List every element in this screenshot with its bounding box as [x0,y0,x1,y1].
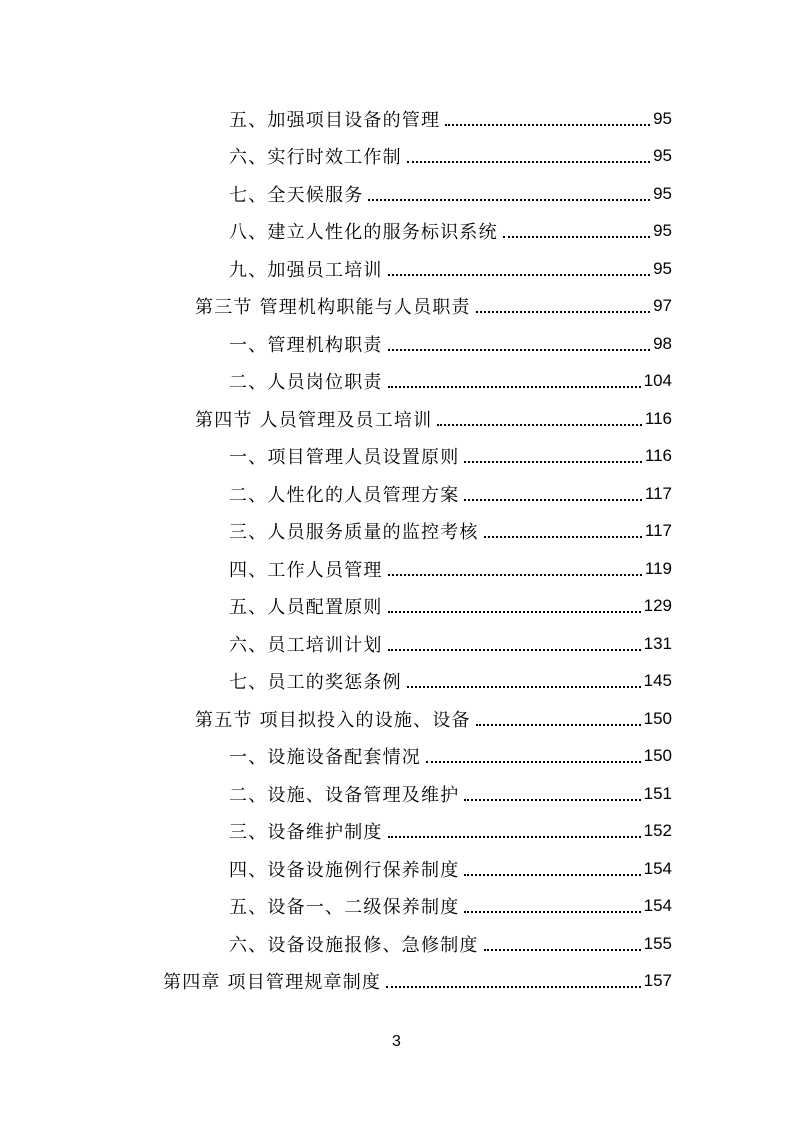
toc-entry-title: 二、人性化的人员管理方案 [229,484,460,506]
toc-dot-leader [503,236,650,238]
toc-dot-leader [407,686,641,688]
toc-dot-leader [476,311,650,313]
toc-entry[interactable] [0,813,793,851]
toc-entry-page: 116 [644,446,672,466]
toc-dot-leader [426,761,641,763]
toc-entry-title: 六、设备设施报修、急修制度 [229,934,479,956]
toc-dot-leader [368,199,650,201]
toc-entry[interactable] [0,513,793,551]
toc-dot-leader [464,874,640,876]
table-of-contents [0,100,793,1000]
toc-entry-title: 六、实行时效工作制 [229,147,402,169]
toc-entry[interactable] [0,475,793,513]
toc-dot-leader [437,424,642,426]
toc-entry[interactable] [0,700,793,738]
toc-entry-page: 97 [653,296,672,316]
toc-entry-page: 150 [643,708,672,728]
toc-entry-page: 151 [643,783,672,803]
toc-entry-page: 104 [643,371,672,391]
toc-entry[interactable] [0,550,793,588]
toc-entry-page: 117 [644,483,672,503]
toc-dot-leader [388,349,650,351]
toc-entry-page: 155 [643,933,672,953]
toc-dot-leader [388,386,641,388]
toc-entry-title: 五、设备一、二级保养制度 [229,897,460,919]
toc-entry-page: 154 [643,858,672,878]
toc-dot-leader [484,949,641,951]
toc-entry-title: 四、设备设施例行保养制度 [229,859,460,881]
toc-entry-title: 第四章 项目管理规章制度 [163,972,382,994]
toc-entry-title: 六、员工培训计划 [229,634,383,656]
toc-entry-page: 145 [643,671,672,691]
toc-entry[interactable] [0,138,793,176]
toc-dot-leader [388,274,650,276]
toc-dot-leader [388,649,641,651]
toc-entry[interactable] [0,250,793,288]
toc-entry-page: 95 [653,258,672,278]
toc-entry-title: 七、全天候服务 [229,184,364,206]
toc-entry[interactable] [0,738,793,776]
toc-entry-title: 八、建立人性化的服务标识系统 [229,222,498,244]
toc-entry-page: 152 [643,821,672,841]
toc-entry-page: 98 [653,333,672,353]
toc-entry-title: 五、人员配置原则 [229,597,383,619]
toc-entry-page: 131 [643,633,672,653]
toc-entry-title: 四、工作人员管理 [229,559,383,581]
toc-entry[interactable] [0,363,793,401]
toc-dot-leader [464,911,640,913]
toc-entry-page: 154 [643,896,672,916]
toc-entry-title: 第五节 项目拟投入的设施、设备 [195,709,471,731]
toc-dot-leader [388,611,641,613]
toc-dot-leader [464,799,640,801]
toc-entry[interactable] [0,850,793,888]
toc-dot-leader [484,536,642,538]
toc-entry-title: 五、加强项目设备的管理 [229,109,441,131]
toc-entry[interactable] [0,175,793,213]
toc-dot-leader [407,161,650,163]
toc-entry-page: 95 [653,146,672,166]
toc-dot-leader [388,836,641,838]
toc-entry[interactable] [0,925,793,963]
toc-dot-leader [445,124,650,126]
toc-entry-title: 第四节 人员管理及员工培训 [195,409,433,431]
toc-entry[interactable] [0,438,793,476]
toc-entry-page: 95 [653,221,672,241]
toc-dot-leader [476,724,641,726]
toc-entry[interactable] [0,625,793,663]
toc-entry-title: 第三节 管理机构职能与人员职责 [195,297,471,319]
toc-entry[interactable] [0,588,793,626]
toc-dot-leader [388,574,642,576]
toc-entry-title: 一、管理机构职责 [229,334,383,356]
toc-entry-title: 一、设施设备配套情况 [229,747,421,769]
toc-entry[interactable] [0,775,793,813]
toc-entry-title: 三、设备维护制度 [229,822,383,844]
toc-entry[interactable] [0,400,793,438]
toc-entry[interactable] [0,288,793,326]
toc-entry-title: 一、项目管理人员设置原则 [229,447,460,469]
toc-entry-title: 七、员工的奖惩条例 [229,672,402,694]
toc-entry-page: 119 [644,558,672,578]
toc-entry-title: 三、人员服务质量的监控考核 [229,522,479,544]
toc-dot-leader [464,499,641,501]
toc-entry[interactable] [0,213,793,251]
toc-dot-leader [464,461,641,463]
toc-entry-page: 95 [653,183,672,203]
toc-entry[interactable] [0,888,793,926]
toc-entry[interactable] [0,963,793,1001]
toc-entry[interactable] [0,100,793,138]
toc-entry-page: 95 [653,108,672,128]
toc-entry-page: 150 [643,746,672,766]
toc-entry[interactable] [0,663,793,701]
toc-entry-page: 129 [643,596,672,616]
toc-entry-page: 157 [643,971,672,991]
toc-dot-leader [386,986,641,988]
toc-entry-title: 二、设施、设备管理及维护 [229,784,460,806]
toc-entry-page: 117 [644,521,672,541]
toc-entry-page: 116 [644,408,672,428]
page-number: 3 [392,1033,401,1050]
toc-entry-title: 九、加强员工培训 [229,259,383,281]
toc-entry-title: 二、人员岗位职责 [229,372,383,394]
toc-entry[interactable] [0,325,793,363]
